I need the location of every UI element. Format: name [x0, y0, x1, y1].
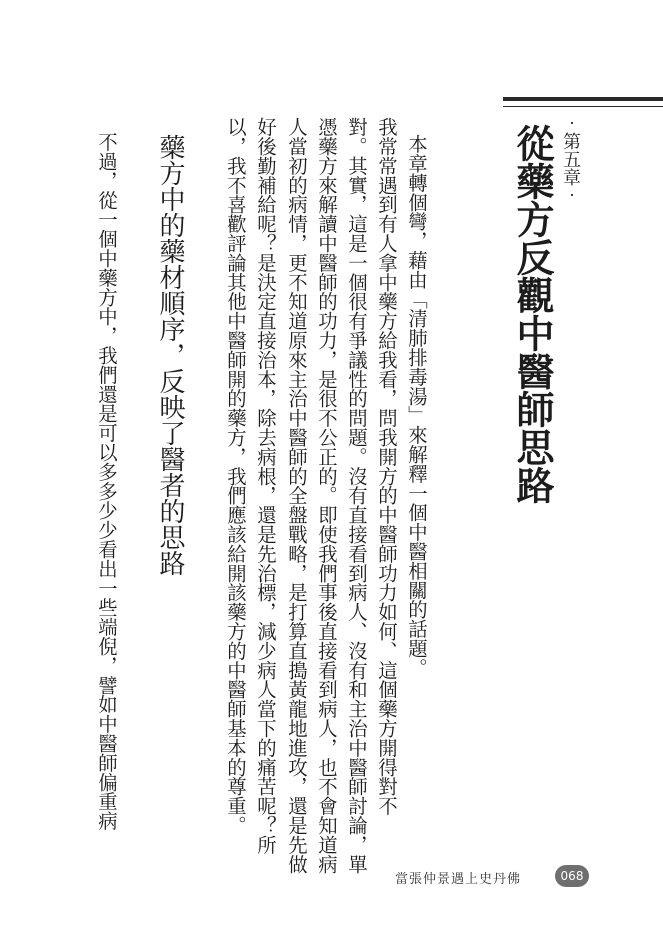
- paragraph-line: 不過，從一個中藥方中，我們還是可以多多少少看出一些端倪，譬如中醫師偏重病: [95, 132, 118, 831]
- title-rule-thin: [503, 106, 663, 107]
- section-heading: 藥方中的藥材順序，反映了醫者的思路: [155, 134, 185, 576]
- paragraph-line: 憑藥方來解讀中醫師的功力，是很不公正的。即使我們事後直接看到病人，也不會知道病: [315, 117, 338, 874]
- paragraph-line: 好後勤補給呢？是決定直接治本，除去病根，還是先治標，減少病人當下的痛苦呢？所: [254, 117, 277, 855]
- page-number: 068: [555, 865, 589, 887]
- paragraph-line: 以，我不喜歡評論其他中醫師開的藥方，我們應該給開該藥方的中醫師基本的尊重。: [224, 117, 247, 835]
- book-title: 當張仲景遇上史丹佛: [395, 872, 522, 887]
- paragraph-line: 人當初的病情，更不知道原來主治中醫師的全盤戰略，是打算直搗黃龍地進攻，還是先做: [285, 117, 308, 874]
- title-rule-thick: [503, 97, 663, 101]
- paragraph-line: 本章轉個彎，藉由「清肺排毒湯」來解釋一個中醫相關的話題。: [405, 134, 428, 678]
- chapter-label: ‧第五章‧: [560, 114, 581, 204]
- paragraph-line: 對。其實，這是一個很有爭議性的問題。沒有直接看到病人、沒有和主治中醫師討論，單: [345, 117, 368, 874]
- paragraph-line: 我常常遇到有人拿中藥方給我看，問我開方的中醫師功力如何、這個藥方開得對不: [375, 117, 398, 816]
- chapter-title: 從藥方反觀中醫師思路: [510, 124, 555, 504]
